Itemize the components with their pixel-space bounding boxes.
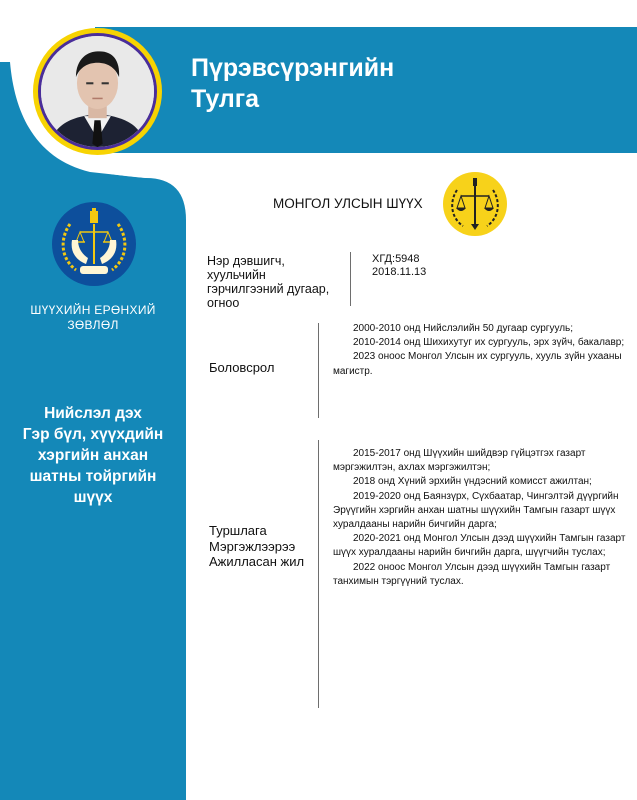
- court-name-line: шүүх: [73, 489, 113, 506]
- court-name: [0, 403, 186, 508]
- experience-list: [333, 447, 629, 589]
- experience-label: [209, 523, 304, 570]
- license-label-line: Нэр дэвшигч,: [207, 254, 285, 268]
- court-scales-seal-icon: [443, 172, 507, 236]
- experience-label-line: Ажилласан жил: [209, 554, 305, 569]
- organization-name-line2: ЗӨВЛӨЛ: [67, 318, 119, 332]
- experience-item: 2015-2017 онд Шүүхийн шийдвэр гүйцэтгэх газарт мэргэжилтэн, ахлах мэргэжилтэн;: [333, 448, 586, 474]
- person-name: [191, 53, 394, 115]
- court-name-line: хэргийн анхан: [37, 447, 149, 464]
- organization-name-line1: ШҮҮХИЙН ЕРӨНХИЙ: [30, 303, 156, 317]
- profile-photo-frame: [33, 28, 162, 155]
- education-item: 2000-2010 онд Нийслэлийн 50 дугаар сургууль;: [353, 323, 574, 334]
- education-list: [333, 322, 629, 379]
- education-item: 2010-2014 онд Шихихутуг их сургууль, эрх зүйч, бакалавр;: [353, 337, 625, 349]
- license-label-line: хуульчийн: [207, 268, 266, 282]
- experience-label-line: Мэргэжлээрээ: [209, 538, 296, 554]
- person-given-name: Тулга: [191, 85, 260, 113]
- license-label-line: гэрчилгээний дугаар,: [207, 282, 330, 296]
- court-name-line: Нийслэл дэх: [44, 405, 142, 422]
- profile-photo: [41, 36, 154, 147]
- court-name-line: Гэр бүл, хүүхдийн: [22, 426, 164, 443]
- judicial-council-emblem-icon: [52, 202, 136, 286]
- court-system-title: МОНГОЛ УЛСЫН ШҮҮХ: [273, 196, 423, 211]
- experience-item: 2022 оноос Монгол Улсын дээд шүүхийн Тамгын газарт танхимын тэргүүний туслах.: [333, 561, 611, 587]
- experience-item: 2019-2020 онд Баянзүрх, Сүхбаатар, Чингэлтэй дүүргийн Эрүүгийн хэргийн анхан шатны шүүхийн Тамгын газарт шүүх хуралдааны нарийн бичгийн дарга;: [333, 490, 619, 531]
- education-label: Боловсрол: [209, 360, 275, 375]
- court-name-line: шатны тойргийн: [29, 468, 157, 485]
- experience-item: 2018 онд Хүний эрхийн үндэсний комисст ажилтан;: [353, 476, 592, 488]
- profile-photo-border: [38, 33, 157, 150]
- license-label-line: огноо: [207, 296, 240, 310]
- license-number: ХГД:5948: [372, 253, 420, 265]
- experience-item: 2020-2021 онд Монгол Улсын дээд шүүхийн Тамгын газарт шүүх хуралдааны нарийн бичгийн дарга, шүүгчийн туслах;: [333, 533, 626, 559]
- person-surname: Пүрэвсүрэнгийн: [191, 54, 395, 82]
- license-value: [372, 253, 426, 278]
- education-item: 2023 оноос Монгол Улсын их сургууль, хууль зүйн ухааны магистр.: [333, 351, 622, 377]
- person-portrait-icon: [41, 36, 154, 147]
- license-divider: [350, 252, 351, 306]
- experience-divider: [318, 440, 319, 708]
- license-label: [207, 254, 329, 310]
- organization-name: [0, 303, 186, 333]
- license-date: 2018.11.13: [372, 265, 427, 278]
- experience-label-line: Туршлага: [209, 523, 267, 538]
- education-divider: [318, 323, 319, 418]
